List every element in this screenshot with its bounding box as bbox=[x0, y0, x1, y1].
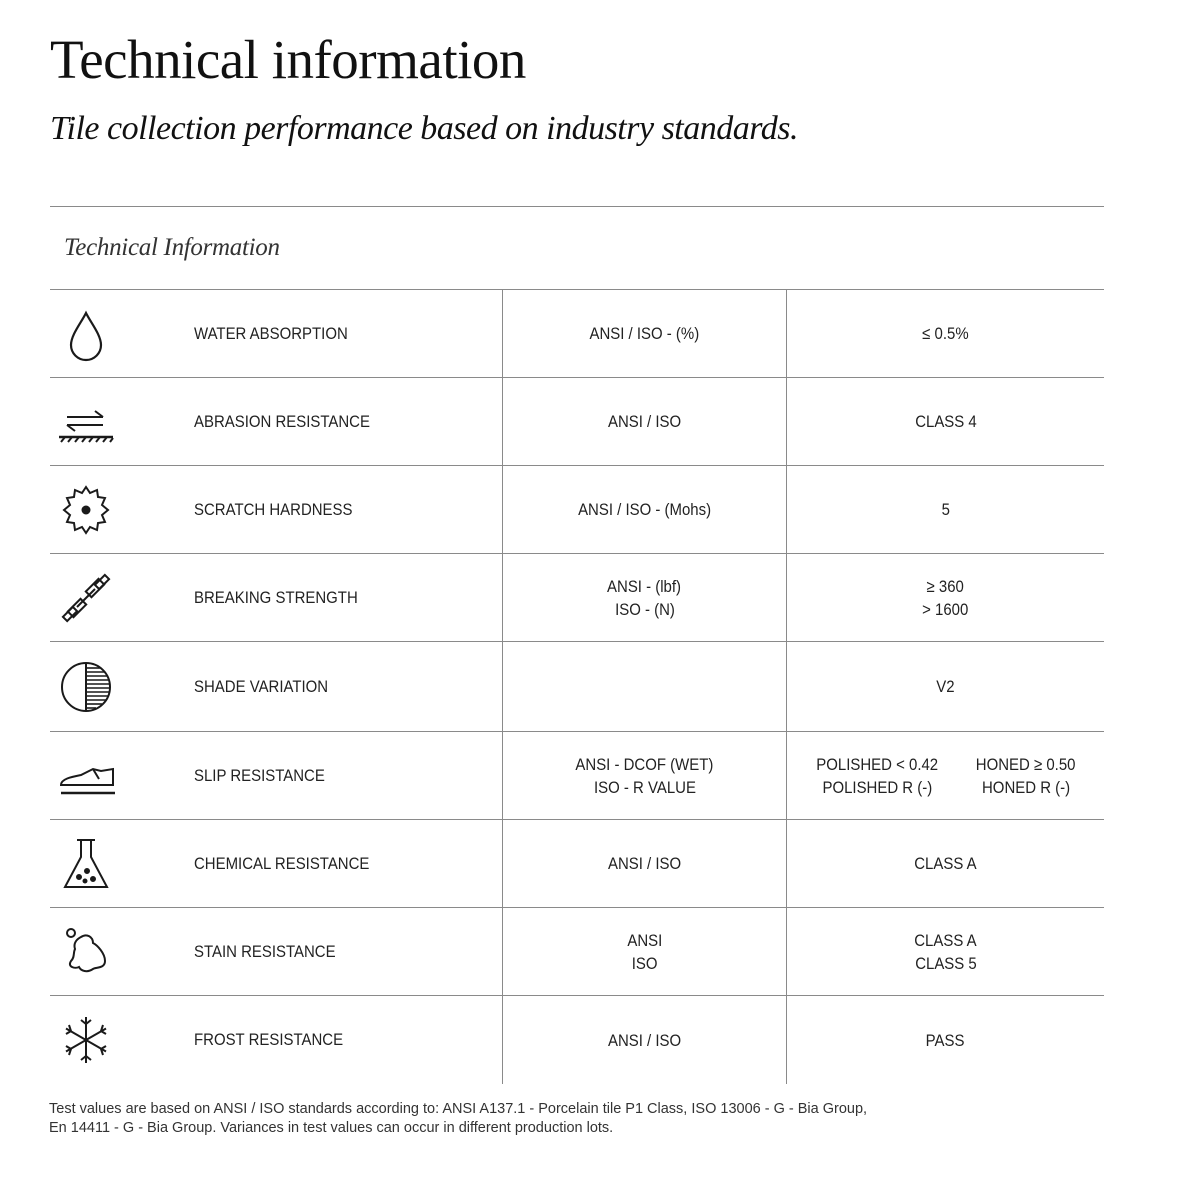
table-row-shade-variation bbox=[50, 642, 1104, 732]
page-subtitle: Tile collection performance based on industry standards. bbox=[50, 110, 798, 147]
row-label: BREAKING STRENGTH bbox=[194, 587, 358, 607]
row-standard-ansi: ANSI bbox=[627, 930, 662, 950]
row-value-iso: > 1600 bbox=[922, 599, 969, 619]
stain-icon bbox=[57, 923, 115, 981]
row-value-polished-dcof: POLISHED < 0.42 bbox=[816, 754, 939, 774]
row-value-ansi: ≥ 360 bbox=[926, 576, 965, 596]
row-standard-iso: ISO bbox=[631, 953, 658, 973]
row-value: 5 bbox=[941, 500, 950, 519]
footnote bbox=[49, 1100, 1049, 1138]
slip-honed-values bbox=[969, 753, 1082, 799]
slip-polished-values bbox=[808, 753, 946, 799]
row-value-honed-dcof: HONED ≥ 0.50 bbox=[976, 754, 1076, 774]
row-label: SHADE VARIATION bbox=[194, 676, 329, 696]
shoe-icon bbox=[57, 747, 115, 805]
row-value-polished-r: POLISHED R (-) bbox=[822, 777, 933, 797]
row-standard: ANSI / ISO - (%) bbox=[589, 324, 700, 343]
gear-icon bbox=[57, 481, 115, 539]
row-value-ansi: CLASS A bbox=[914, 930, 977, 950]
technical-table bbox=[50, 206, 1104, 1084]
row-value-honed-r: HONED R (-) bbox=[981, 777, 1071, 797]
row-standard-ansi: ANSI - DCOF (WET) bbox=[575, 754, 714, 774]
footnote-line-1: Test values are based on ANSI / ISO standards according to: ANSI A137.1 - Porcelain tile P1 Class, ISO 13006 - G - Bia Group, bbox=[49, 1101, 868, 1117]
table-row-water-absorption bbox=[50, 290, 1104, 378]
table-row-slip-resistance bbox=[50, 732, 1104, 820]
row-standard: ANSI / ISO - (Mohs) bbox=[577, 500, 711, 519]
row-standard-iso: ISO - R VALUE bbox=[593, 777, 696, 797]
table-section-title: Technical Information bbox=[50, 207, 1104, 290]
table-row-chemical-resistance bbox=[50, 820, 1104, 908]
row-value: ≤ 0.5% bbox=[922, 324, 969, 343]
flask-icon bbox=[57, 835, 115, 893]
row-label: STAIN RESISTANCE bbox=[194, 941, 336, 961]
row-value: CLASS A bbox=[914, 854, 977, 873]
abrasion-icon bbox=[57, 393, 115, 451]
row-standard-iso: ISO - (N) bbox=[614, 599, 675, 619]
half-circle-icon bbox=[57, 658, 115, 716]
row-standard: ANSI / ISO bbox=[607, 1030, 682, 1050]
row-label: ABRASION RESISTANCE bbox=[194, 411, 370, 431]
water-drop-icon bbox=[57, 305, 115, 363]
table-row-breaking-strength bbox=[50, 554, 1104, 642]
row-label: FROST RESISTANCE bbox=[194, 1030, 344, 1049]
row-standard: ANSI / ISO bbox=[607, 412, 682, 431]
table-row-frost-resistance bbox=[50, 996, 1104, 1084]
snowflake-icon bbox=[57, 1011, 115, 1069]
row-standard: ANSI / ISO bbox=[607, 854, 682, 873]
row-label: SCRATCH HARDNESS bbox=[194, 499, 353, 519]
row-label: SLIP RESISTANCE bbox=[194, 765, 325, 785]
footnote-line-2: En 14411 - G - Bia Group. Variances in test values can occur in different production lots. bbox=[49, 1120, 614, 1136]
table-row-stain-resistance bbox=[50, 908, 1104, 996]
page-title: Technical information bbox=[50, 29, 526, 90]
row-value: CLASS 4 bbox=[914, 412, 977, 431]
table-row-scratch-hardness bbox=[50, 466, 1104, 554]
dumbbell-icon bbox=[57, 569, 115, 627]
row-label: WATER ABSORPTION bbox=[194, 323, 348, 343]
row-label: CHEMICAL RESISTANCE bbox=[194, 853, 370, 873]
row-standard-ansi: ANSI - (lbf) bbox=[607, 576, 682, 596]
row-value-iso: CLASS 5 bbox=[914, 953, 977, 973]
row-value: V2 bbox=[936, 677, 955, 696]
table-row-abrasion-resistance bbox=[50, 378, 1104, 466]
row-value: PASS bbox=[926, 1030, 965, 1050]
